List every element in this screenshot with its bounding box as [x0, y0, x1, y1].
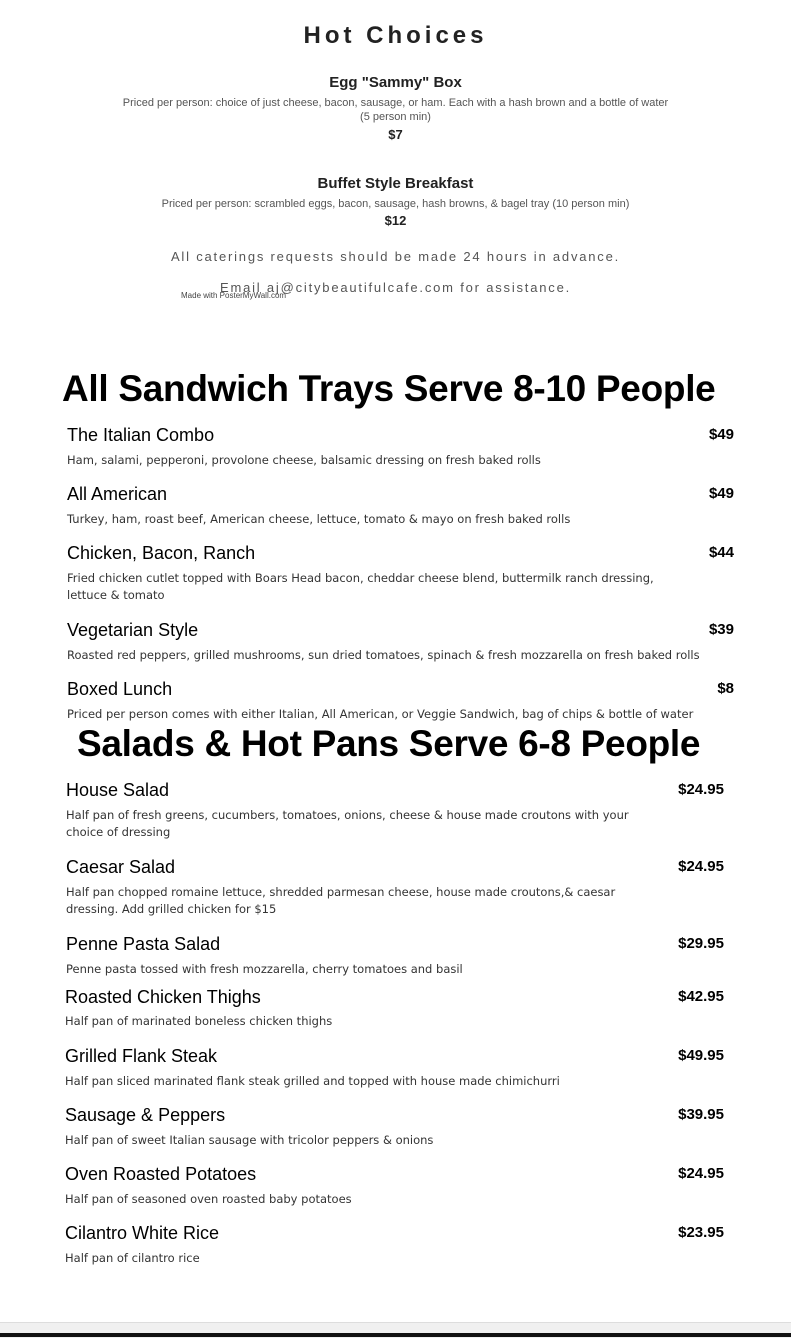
menu-item-description: Ham, salami, pepperoni, provolone cheese, balsamic dressing on fresh baked rolls [67, 453, 541, 467]
menu-item-price: $49 [708, 426, 734, 443]
menu-item-price: $49.95 [678, 1047, 724, 1064]
menu-item-description: Half pan sliced marinated flank steak grilled and topped with house made chimichurri [65, 1074, 560, 1088]
menu-item-name: Penne Pasta Salad [66, 934, 221, 954]
page-bottom-divider [0, 1333, 791, 1337]
egg-sammy-box-min: (5 person min) [360, 111, 431, 123]
menu-item-name: Caesar Salad [66, 857, 176, 877]
menu-item-price: $44 [708, 544, 734, 561]
menu-item-name: All American [67, 484, 168, 504]
egg-sammy-box-name: Egg "Sammy" Box [329, 74, 462, 91]
menu-item-price: $24.95 [678, 1165, 724, 1182]
made-with-watermark: Made with PosterMyWall.com [181, 291, 287, 300]
menu-item-name: Sausage & Peppers [65, 1105, 226, 1125]
menu-item-name: Grilled Flank Steak [65, 1046, 218, 1066]
menu-item-price: $23.95 [678, 1224, 724, 1241]
menu-item-price: $39.95 [678, 1106, 724, 1123]
menu-item-description: Penne pasta tossed with fresh mozzarella, cherry tomatoes and basil [66, 962, 463, 976]
email-notice: Email aj@citybeautifulcafe.com for assistance. [219, 280, 572, 295]
menu-item-description: Half pan chopped romaine lettuce, shredded parmesan cheese, house made croutons,& caesar dressing. Add grilled chicken for $15 [66, 885, 616, 916]
menu-item-name: Roasted Chicken Thighs [65, 987, 261, 1007]
menu-item-price: $29.95 [678, 935, 724, 952]
menu-item-description: Half pan of sweet Italian sausage with tricolor peppers & onions [65, 1133, 434, 1147]
menu-item-name: Boxed Lunch [67, 679, 173, 699]
egg-sammy-box-price: $7 [388, 127, 403, 142]
menu-item-name: Vegetarian Style [67, 620, 199, 640]
menu-item-description: Half pan of cilantro rice [65, 1251, 200, 1265]
menu-item-name: Oven Roasted Potatoes [65, 1164, 257, 1184]
menu-item-description: Fried chicken cutlet topped with Boars Head bacon, cheddar cheese blend, buttermilk ranch dressing, lettuce & tomato [67, 571, 654, 602]
menu-item-name: Cilantro White Rice [65, 1223, 220, 1243]
salads-section-heading: Salads & Hot Pans Serve 6-8 People [77, 723, 701, 764]
buffet-breakfast-desc: Priced per person: scrambled eggs, bacon, sausage, hash browns, & bagel tray (10 person min) [161, 198, 630, 210]
menu-item-price: $8 [717, 680, 734, 697]
menu-item-price: $39 [708, 621, 734, 638]
advance-notice: All caterings requests should be made 24 hours in advance. [170, 249, 621, 264]
menu-item-price: $42.95 [678, 988, 724, 1005]
egg-sammy-box-desc: Priced per person: choice of just cheese, bacon, sausage, or ham. Each with a hash brown and a bottle of water [122, 97, 669, 109]
menu-item-name: The Italian Combo [67, 425, 215, 445]
buffet-breakfast-name: Buffet Style Breakfast [317, 175, 474, 192]
buffet-breakfast-price: $12 [384, 213, 407, 228]
menu-item-name: House Salad [66, 780, 170, 800]
menu-item-description: Half pan of marinated boneless chicken thighs [65, 1014, 333, 1028]
menu-item-description: Half pan of fresh greens, cucumbers, tomatoes, onions, cheese & house made croutons with your choice of dressing [66, 808, 629, 839]
menu-item-price: $49 [708, 485, 734, 502]
menu-item-description: Priced per person comes with either Italian, All American, or Veggie Sandwich, bag of chips & bottle of water [67, 707, 694, 721]
menu-item-price: $24.95 [678, 781, 724, 798]
menu-item-description: Roasted red peppers, grilled mushrooms, sun dried tomatoes, spinach & fresh mozzarella on fresh baked rolls [67, 648, 700, 662]
menu-item-name: Chicken, Bacon, Ranch [67, 543, 256, 563]
menu-item-description: Half pan of seasoned oven roasted baby potatoes [65, 1192, 352, 1206]
sandwich-section-heading: All Sandwich Trays Serve 8-10 People [62, 368, 716, 409]
menu-item-price: $24.95 [678, 858, 724, 875]
menu-item-description: Turkey, ham, roast beef, American cheese, lettuce, tomato & mayo on fresh baked rolls [67, 512, 571, 526]
hot-choices-title: Hot Choices [303, 22, 488, 49]
